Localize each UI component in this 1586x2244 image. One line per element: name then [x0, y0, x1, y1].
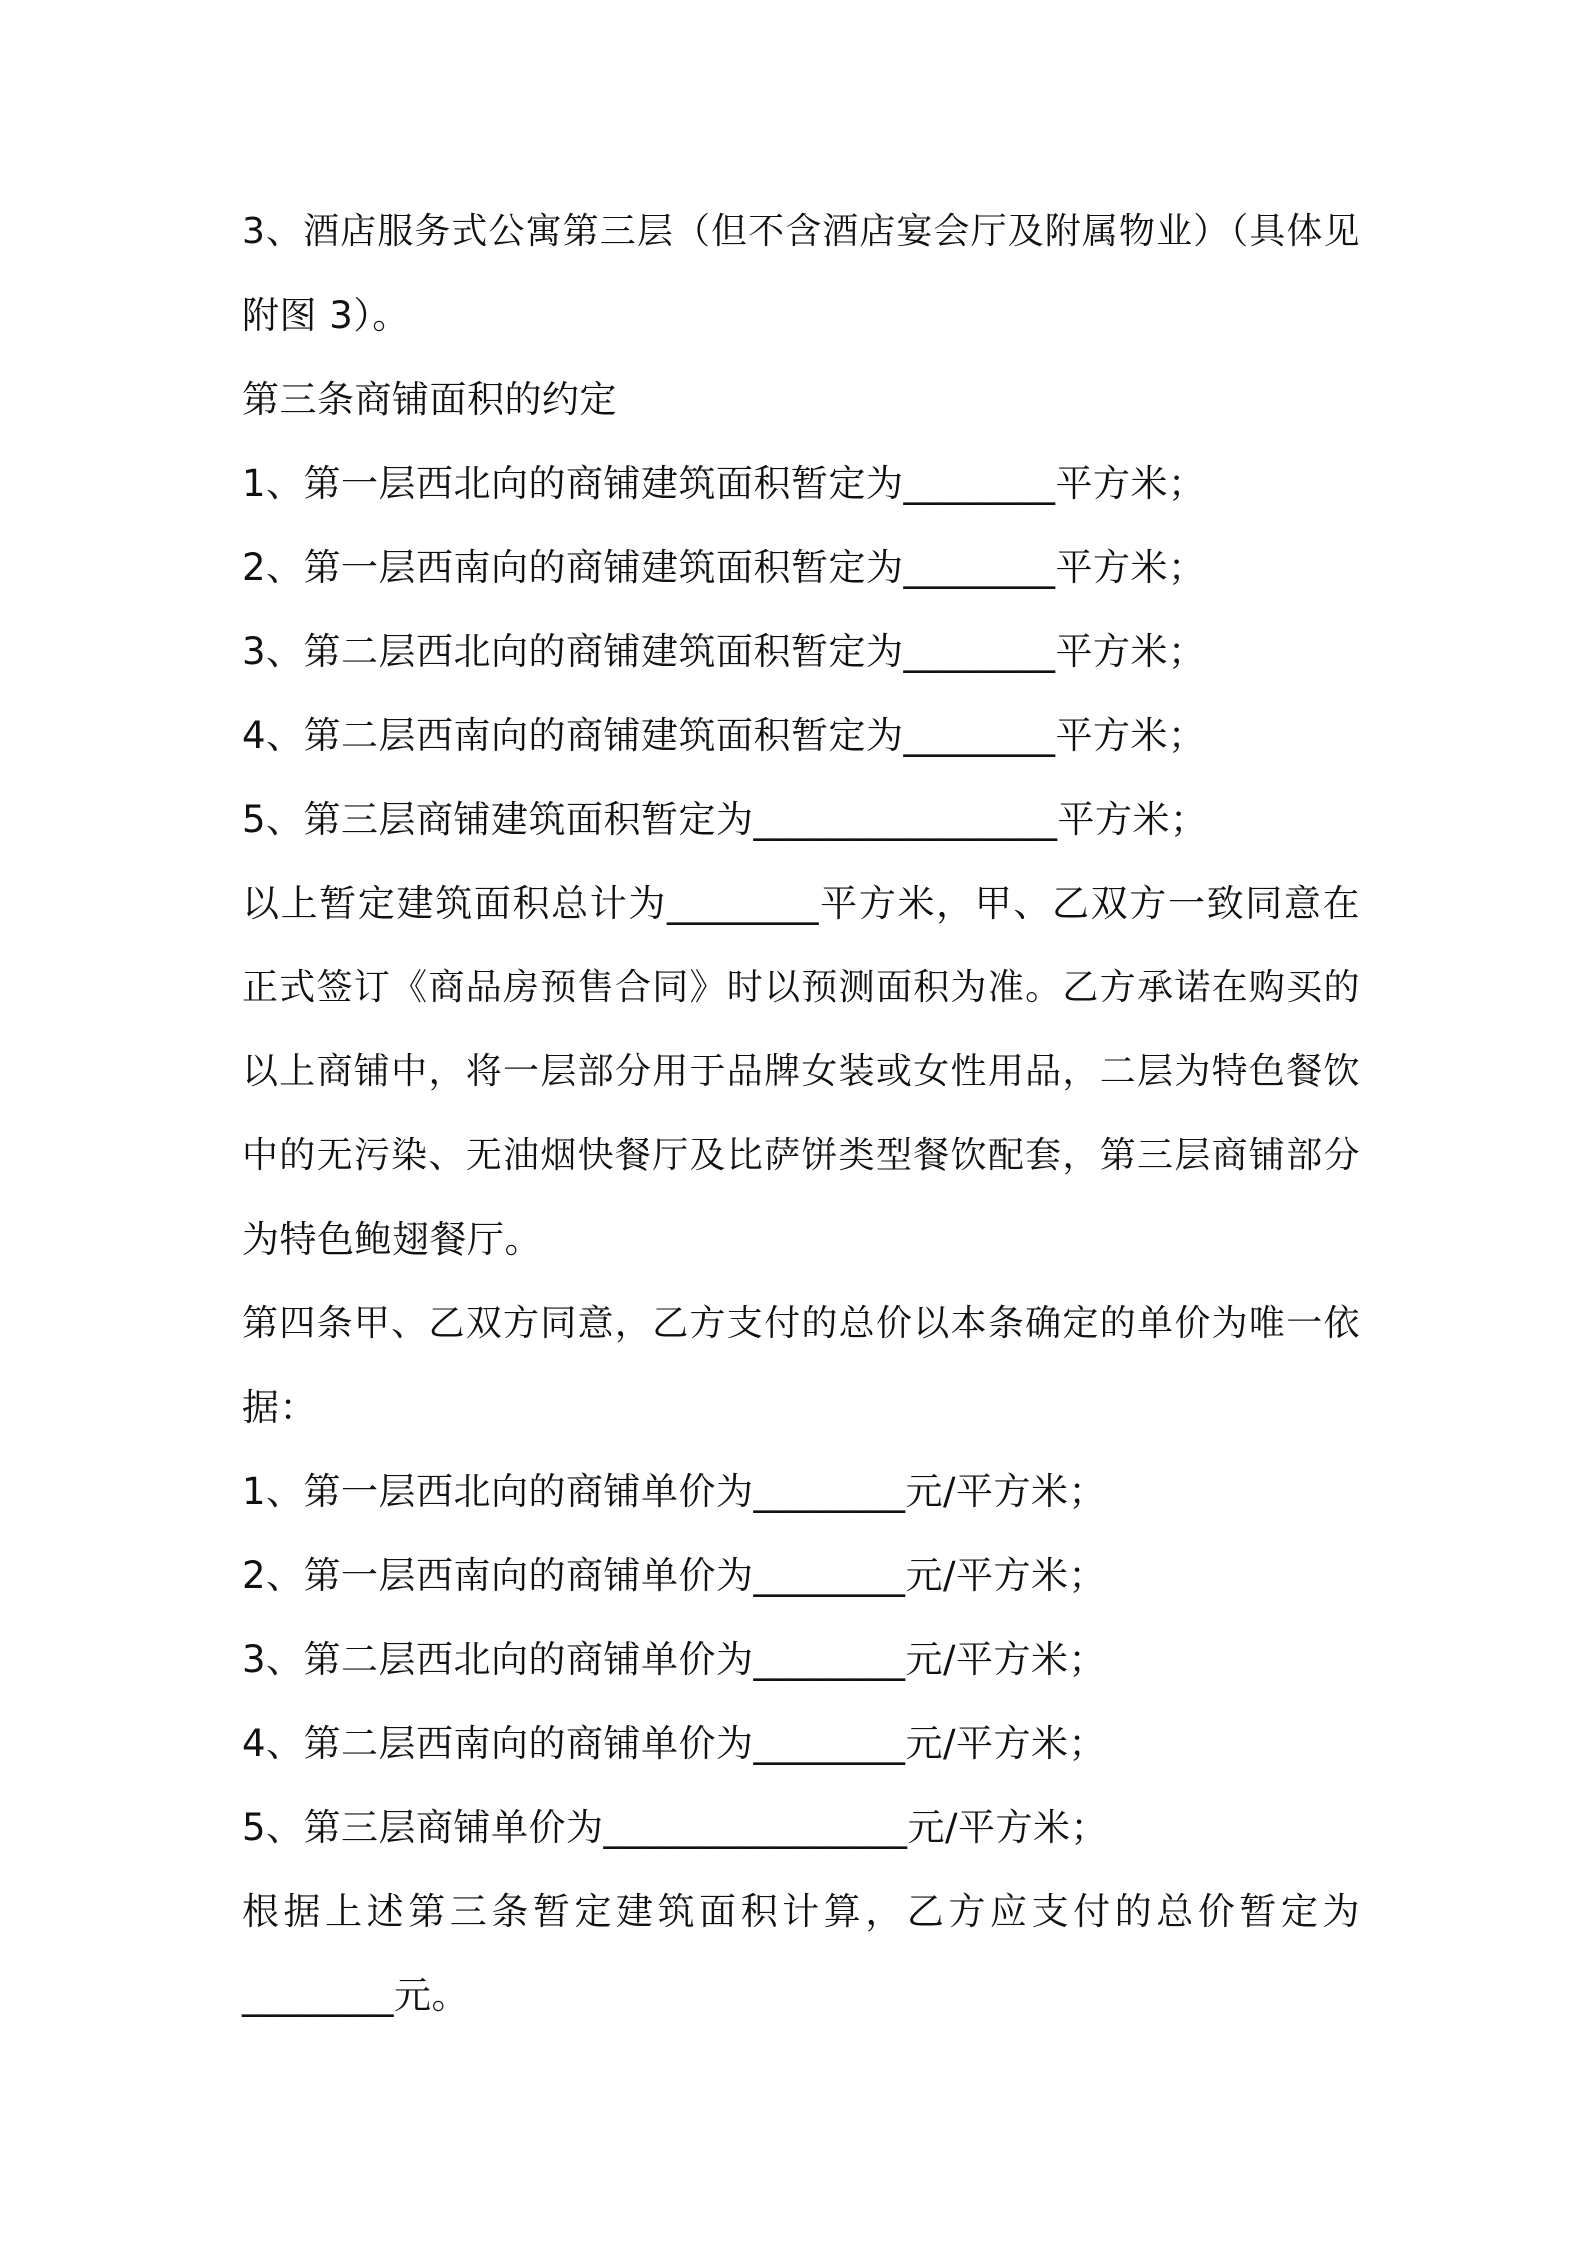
- text-line: 正式签订《商品房预售合同》时以预测面积为准。乙方承诺在购买的: [242, 967, 1360, 1008]
- text-line: 根据上述第三条暂定建筑面积计算，乙方应支付的总价暂定为: [242, 1890, 1360, 1933]
- text-line: ________元。: [242, 1974, 469, 2017]
- text-line: 4、第二层西南向的商铺建筑面积暂定为________平方米；: [242, 714, 1206, 757]
- text-line: 3、酒店服务式公寓第三层（但不含酒店宴会厅及附属物业）（具体见: [242, 211, 1360, 252]
- text-line: 据：: [242, 1386, 317, 1429]
- text-line: 4、第二层西南向的商铺单价为________元/平方米；: [242, 1722, 1107, 1765]
- text-line: 1、第一层西北向的商铺单价为________元/平方米；: [242, 1470, 1107, 1513]
- text-line: 2、第一层西南向的商铺建筑面积暂定为________平方米；: [242, 546, 1206, 589]
- text-line: 为特色鲍翅餐厅。: [242, 1218, 542, 1261]
- text-line: 中的无污染、无油烟快餐厅及比萨饼类型餐饮配套，第三层商铺部分: [242, 1135, 1360, 1176]
- text-line: 以上商铺中，将一层部分用于品牌女装或女性用品，二层为特色餐饮: [242, 1051, 1360, 1092]
- text-line: 5、第三层商铺单价为________________元/平方米；: [242, 1806, 1109, 1849]
- section-heading: 第三条商铺面积的约定: [242, 378, 617, 421]
- text-line: 以上暂定建筑面积总计为________平方米，甲、乙双方一致同意在: [242, 882, 1360, 925]
- section-heading: 第四条甲、乙双方同意，乙方支付的总价以本条确定的单价为唯一依: [242, 1303, 1360, 1344]
- text-line: 2、第一层西南向的商铺单价为________元/平方米；: [242, 1554, 1107, 1597]
- text-line: 3、第二层西北向的商铺单价为________元/平方米；: [242, 1638, 1107, 1681]
- document-page: [242, 0, 1360, 2244]
- text-line: 附图 3）。: [242, 294, 410, 337]
- text-line: 1、第一层西北向的商铺建筑面积暂定为________平方米；: [242, 462, 1206, 505]
- text-line: 5、第三层商铺建筑面积暂定为________________平方米；: [242, 798, 1208, 841]
- text-line: 3、第二层西北向的商铺建筑面积暂定为________平方米；: [242, 630, 1206, 673]
